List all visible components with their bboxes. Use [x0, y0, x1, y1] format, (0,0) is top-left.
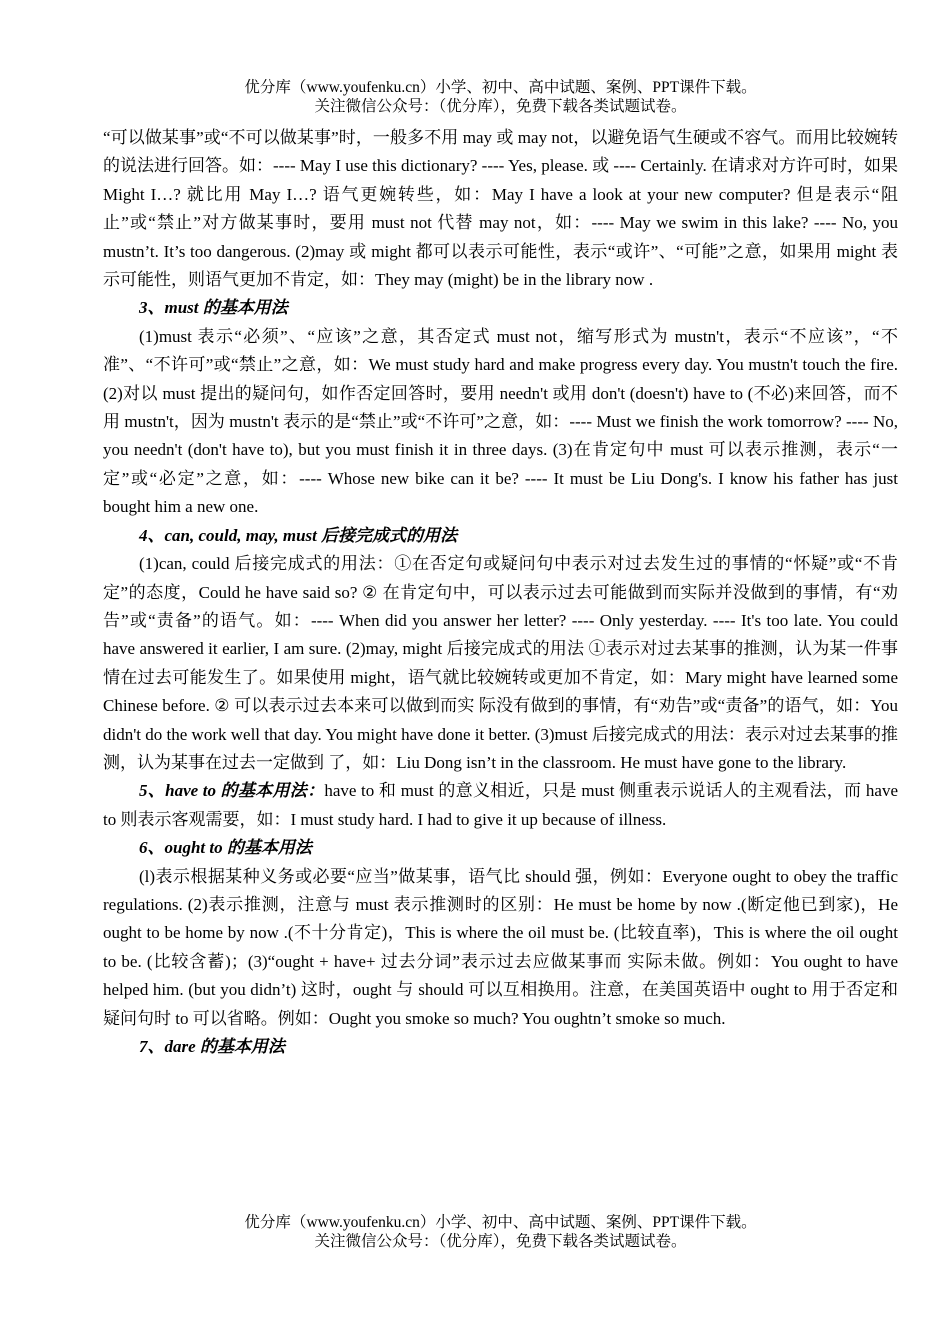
- footer-line-2: 关注微信公众号：（优分库），免费下载各类试题试卷。: [314, 1233, 687, 1250]
- page-header: [103, 78, 898, 116]
- paragraph-have-to-text: have to 和 must 的意义相近，只是 must 侧重表示说话人的主观看法，而 have to 则表示客观需要，如：I must study hard. I had to give it up because of illness.: [103, 781, 898, 829]
- heading-have-to: 5、have to 的基本用法：: [139, 781, 325, 801]
- paragraph-must-usage: (1)must 表示“必须”、“应该”之意，其否定式 must not，缩写形式为 mustn't，表示“不应该”，“不准”、“不许可”或“禁止”之意，如：We must study hard and make progress every day. You mustn't touch the fire. (2)对以 must 提出的疑问句，如作否定回答时，要用 needn't 或用 don't (doesn't) have to (不必)来回答，而不用 mustn't，因为 mustn't 表示的是“禁止”或“不许可”之意，如：---- Must we finish the work tomorrow? ---- No, you needn't (don't have to), but you must finish it in three days. (3)在肯定句中 must 可以表示推测，表示“一定”或“必定”之意，如：---- Whose new bike can it be? ---- It must be Liu Dong's. I know his father has just bought him a new one.: [103, 326, 898, 517]
- heading-perfect-forms: 4、can, could, may, must 后接完成式的用法: [139, 525, 458, 545]
- page-footer: [103, 1213, 898, 1251]
- paragraph-may-usage: “可以做某事”或“不可以做某事”时，一般多不用 may 或 may not，以避免语气生硬或不容气。而用比较婉转的说法进行回答。如：---- May I use this dictionary? ---- Yes, please. 或 ---- Certainly. 在请求对方许可时，如果 Might I…? 就比用 May I…? 语气更婉转些，如：May I have a look at your new computer? 但是表示“阻止”或“禁止”对方做某事时，要用 must not 代替 may not，如：---- May we swim in this lake? ---- No, you mustn’t. It’s too dangerous. (2)may 或 might 都可以表示可能性，表示“或许”、“可能”之意，如果用 might 表示可能性，则语气更加不肯定，如：They may (might) be in the library now .: [103, 128, 898, 290]
- header-line-2: 关注微信公众号：（优分库），免费下载各类试题试卷。: [314, 98, 687, 115]
- header-line-1: 优分库（www.youfenku.cn）小学、初中、高中试题、案例、PPT课件下载。: [244, 79, 757, 96]
- paragraph-perfect-forms: (1)can, could 后接完成式的用法：①在否定句或疑问句中表示对过去发生过的事情的“怀疑”或“不肯定”的态度，Could he have said so? ② 在肯定句中，可以表示过去可能做到而实际并没做到的事情，有“劝告”或“责备”的语气。如：---- When did you answer her letter? ---- Only yesterday. ---- It's too late. You could have answered it earlier, I am sure. (2)may, might 后接完成式的用法 ①表示对过去某事的推测，认为某一件事情在过去可能发生了。如果使用 might，语气就比较婉转或更加不肯定，如：Mary might have learned some Chinese before. ② 可以表示过去本来可以做到而实 际没有做到的事情，有“劝告”或“责备”的语气，如：You didn't do the work well that day. You might have done it better. (3)must 后接完成式的用法：表示对过去某事的推测，认为某事在过去一定做到 了，如：Liu Dong isn’t in the classroom. He must have gone to the library.: [103, 554, 898, 772]
- footer-line-1: 优分库（www.youfenku.cn）小学、初中、高中试题、案例、PPT课件下载。: [244, 1214, 757, 1231]
- paragraph-ought-to: (l)表示根据某种义务或必要“应当”做某事，语气比 should 强，例如：Everyone ought to obey the traffic regulations. (2)表示推测，注意与 must 表示推测时的区别：He must be home by now .(断定他已到家)，He ought to be home by now .(不十分肯定)，This is where the oil must be. (比较直率)，This is where the oil ought to be. (比较含蓄)；(3)“ought + have+ 过去分词”表示过去应做某事而 实际未做。例如：You ought to have helped him. (but you didn’t) 这时，ought 与 should 可以互相换用。注意，在美国英语中 ought to 用于否定和疑问句时 to 可以省略。例如：Ought you smoke so much? You oughtn’t smoke so much.: [103, 866, 898, 1028]
- heading-ought-to: 6、ought to 的基本用法: [139, 838, 312, 858]
- heading-must: 3、must 的基本用法: [139, 298, 288, 318]
- paragraph-have-to: [103, 777, 898, 834]
- heading-dare: 7、dare 的基本用法: [139, 1037, 285, 1056]
- document-body: [103, 124, 898, 1061]
